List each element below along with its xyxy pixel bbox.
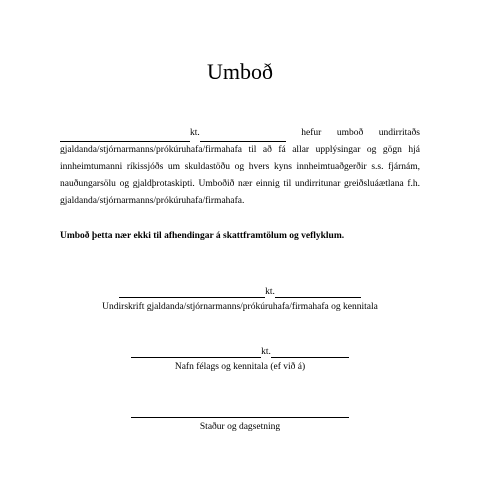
name-kt-group	[60, 125, 286, 142]
signature-kt-blank[interactable]	[275, 287, 361, 298]
company-caption: Nafn félags og kennitala (ef við á)	[174, 362, 306, 372]
grantor-kt-blank[interactable]	[200, 131, 286, 142]
paragraph-rest: gjaldanda/stjórnarmanns/prókúruhafa/firmahafa til að fá allar upplýsingar og gögn hjá innheimtumanni ríkissjóðs um skuldastöðu og hvers kyns innheimtuaðgerðir s.s. fjárnám, nauðungarsölu og gjaldþrotaskipti. Umboðið nær einnig til undirritunar greiðsluáætlana f.h. gjaldanda/stjórnarmanns/prókúruhafa/firmahafa.	[60, 145, 420, 206]
company-kt-blank[interactable]	[271, 347, 349, 358]
place-date-blank[interactable]	[131, 407, 349, 418]
disclaimer-note: Umboð þetta nær ekki til afhendingar á skattframtölum og veflyklum.	[60, 231, 345, 241]
paragraph-first-line	[60, 125, 420, 142]
word-undirritads: undirritaðs	[378, 128, 420, 138]
company-name-blank[interactable]	[131, 347, 261, 358]
word-hefur: hefur	[301, 128, 322, 138]
kt-label: kt.	[261, 347, 271, 357]
signature-block-3	[0, 406, 480, 433]
signature-caption: Undirskrift gjaldanda/stjórnarmanns/prókúruhafa/firmahafa og kennitala	[102, 302, 378, 312]
grantor-name-blank[interactable]	[60, 131, 190, 142]
place-date-caption: Staður og dagsetning	[199, 422, 281, 432]
kt-label: kt.	[265, 287, 275, 297]
document-title: Umboð	[207, 59, 273, 84]
signature-block-1	[0, 286, 480, 313]
word-umbod: umboð	[336, 128, 364, 138]
signature-block-2	[0, 346, 480, 373]
signature-blank[interactable]	[119, 287, 265, 298]
authorization-paragraph	[60, 125, 420, 210]
kt-label: kt.	[190, 128, 200, 138]
